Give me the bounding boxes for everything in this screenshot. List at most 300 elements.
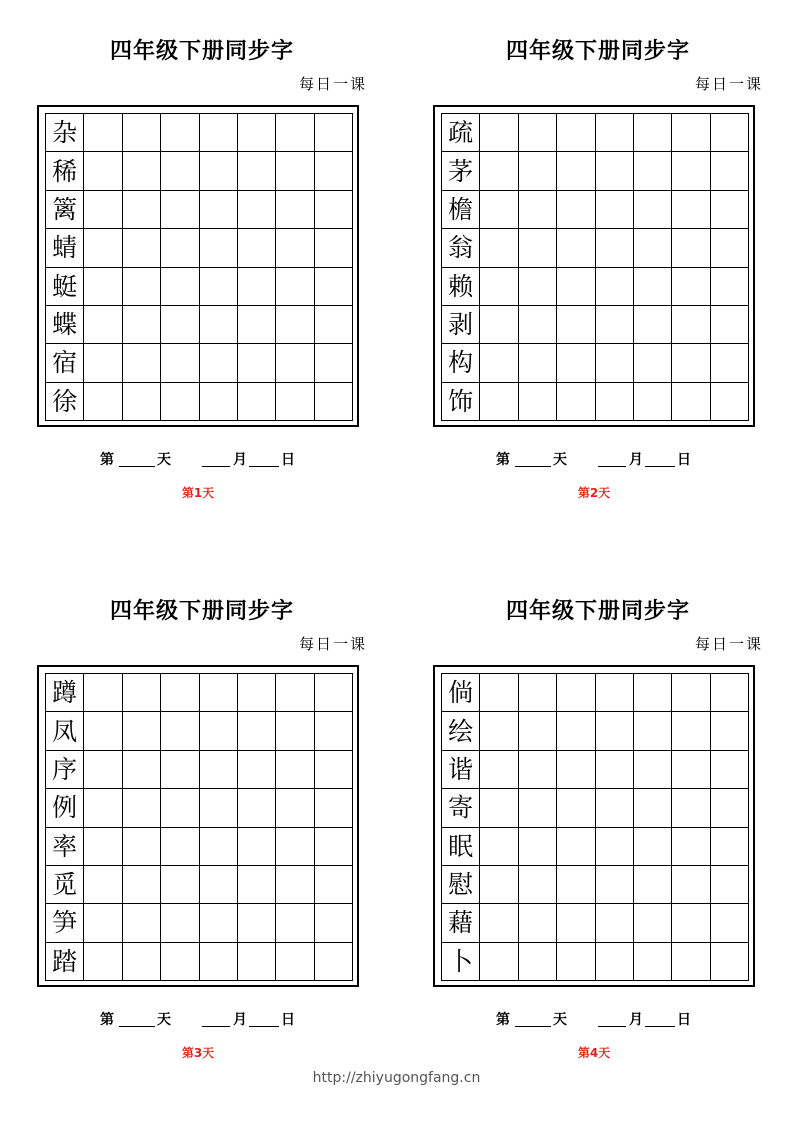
practice-cell xyxy=(519,789,557,827)
practice-cell xyxy=(596,712,634,750)
practice-cell xyxy=(519,152,557,190)
model-character: 疏 xyxy=(442,114,480,152)
practice-cell xyxy=(315,383,353,421)
practice-cell xyxy=(480,674,518,712)
practice-cell xyxy=(161,674,199,712)
practice-cell xyxy=(200,751,238,789)
fill-in-blank[interactable] xyxy=(645,466,675,467)
model-character: 篱 xyxy=(46,191,84,229)
practice-cell xyxy=(161,114,199,152)
date-line xyxy=(37,1009,359,1029)
fill-in-blank[interactable] xyxy=(249,466,279,467)
practice-cell xyxy=(161,712,199,750)
practice-cell xyxy=(557,904,595,942)
writing-grid-frame xyxy=(433,105,755,427)
practice-cell xyxy=(161,751,199,789)
practice-cell xyxy=(200,904,238,942)
practice-cell xyxy=(123,268,161,306)
practice-cell xyxy=(84,191,122,229)
fill-in-blank[interactable] xyxy=(202,1026,230,1027)
model-character: 檐 xyxy=(442,191,480,229)
date-label-di: 第 xyxy=(100,1012,114,1028)
practice-cell xyxy=(519,191,557,229)
model-character: 眠 xyxy=(442,828,480,866)
practice-cell xyxy=(711,828,749,866)
practice-cell xyxy=(480,191,518,229)
practice-cell xyxy=(276,229,314,267)
fill-in-blank[interactable] xyxy=(119,1026,155,1027)
practice-cell xyxy=(634,828,672,866)
practice-cell xyxy=(711,344,749,382)
practice-cell xyxy=(200,229,238,267)
practice-cell xyxy=(634,712,672,750)
practice-cell xyxy=(315,268,353,306)
model-character: 绘 xyxy=(442,712,480,750)
practice-cell xyxy=(238,152,276,190)
practice-cell xyxy=(519,943,557,981)
practice-cell xyxy=(315,828,353,866)
date-label-ri: 日 xyxy=(281,1012,295,1028)
practice-cell xyxy=(557,866,595,904)
practice-cell xyxy=(672,866,710,904)
model-character: 饰 xyxy=(442,383,480,421)
practice-cell xyxy=(84,866,122,904)
writing-grid xyxy=(45,113,353,421)
practice-cell xyxy=(480,789,518,827)
practice-cell xyxy=(238,383,276,421)
practice-cell xyxy=(634,789,672,827)
practice-cell xyxy=(315,674,353,712)
fill-in-blank[interactable] xyxy=(645,1026,675,1027)
practice-cell xyxy=(519,229,557,267)
practice-cell xyxy=(519,904,557,942)
practice-cell xyxy=(200,383,238,421)
practice-cell xyxy=(161,789,199,827)
practice-cell xyxy=(519,712,557,750)
practice-cell xyxy=(480,943,518,981)
fill-in-blank[interactable] xyxy=(202,466,230,467)
date-label-yue: 月 xyxy=(233,1012,247,1028)
practice-cell xyxy=(711,191,749,229)
practice-cell xyxy=(238,828,276,866)
practice-cell xyxy=(123,306,161,344)
practice-cell xyxy=(711,268,749,306)
practice-cell xyxy=(596,674,634,712)
model-character: 笋 xyxy=(46,904,84,942)
model-character: 蜻 xyxy=(46,229,84,267)
practice-cell xyxy=(84,904,122,942)
date-label-di: 第 xyxy=(496,452,510,468)
practice-cell xyxy=(557,789,595,827)
practice-cell xyxy=(276,191,314,229)
practice-cell xyxy=(276,306,314,344)
date-label-ri: 日 xyxy=(677,1012,691,1028)
practice-cell xyxy=(557,344,595,382)
practice-cell xyxy=(711,943,749,981)
practice-cell xyxy=(480,866,518,904)
practice-cell xyxy=(672,229,710,267)
practice-cell xyxy=(557,943,595,981)
practice-cell xyxy=(634,866,672,904)
practice-cell xyxy=(123,751,161,789)
date-line xyxy=(433,449,755,469)
practice-cell xyxy=(276,904,314,942)
practice-cell xyxy=(596,383,634,421)
practice-cell xyxy=(672,306,710,344)
model-character: 稀 xyxy=(46,152,84,190)
fill-in-blank[interactable] xyxy=(119,466,155,467)
date-line xyxy=(433,1009,755,1029)
model-character: 蝶 xyxy=(46,306,84,344)
practice-cell xyxy=(315,114,353,152)
practice-cell xyxy=(238,866,276,904)
practice-cell xyxy=(123,114,161,152)
practice-cell xyxy=(123,674,161,712)
practice-cell xyxy=(315,904,353,942)
practice-cell xyxy=(672,828,710,866)
card-subtitle: 每日一课 xyxy=(694,635,763,653)
practice-cell xyxy=(672,344,710,382)
practice-cell xyxy=(200,306,238,344)
practice-cell xyxy=(315,191,353,229)
practice-cell xyxy=(123,904,161,942)
practice-cell xyxy=(672,751,710,789)
practice-cell xyxy=(238,191,276,229)
model-character: 卜 xyxy=(442,943,480,981)
model-character: 蜓 xyxy=(46,268,84,306)
card-title: 四年级下册同步字 xyxy=(505,598,690,624)
card-title: 四年级下册同步字 xyxy=(109,598,294,624)
practice-cell xyxy=(557,114,595,152)
practice-cell xyxy=(200,828,238,866)
model-character: 例 xyxy=(46,789,84,827)
fill-in-blank[interactable] xyxy=(249,1026,279,1027)
writing-grid-frame xyxy=(433,665,755,987)
practice-cell xyxy=(200,114,238,152)
practice-cell xyxy=(596,191,634,229)
practice-cell xyxy=(161,943,199,981)
practice-cell xyxy=(315,751,353,789)
practice-cell xyxy=(238,712,276,750)
day-tag: 第4天 xyxy=(577,1046,611,1060)
practice-cell xyxy=(557,152,595,190)
practice-cell xyxy=(276,344,314,382)
practice-cell xyxy=(596,904,634,942)
practice-cell xyxy=(84,344,122,382)
practice-cell xyxy=(276,383,314,421)
model-character: 序 xyxy=(46,751,84,789)
practice-cell xyxy=(634,751,672,789)
practice-cell xyxy=(315,943,353,981)
practice-cell xyxy=(634,152,672,190)
writing-grid xyxy=(441,673,749,981)
model-character: 藉 xyxy=(442,904,480,942)
writing-grid-frame xyxy=(37,105,359,427)
practice-cell xyxy=(711,229,749,267)
practice-cell xyxy=(672,191,710,229)
practice-cell xyxy=(672,383,710,421)
practice-cell xyxy=(315,866,353,904)
practice-cell xyxy=(711,789,749,827)
practice-cell xyxy=(711,383,749,421)
practice-cell xyxy=(238,751,276,789)
practice-cell xyxy=(480,828,518,866)
practice-cell xyxy=(276,712,314,750)
practice-cell xyxy=(84,268,122,306)
practice-cell xyxy=(596,751,634,789)
practice-cell xyxy=(557,229,595,267)
date-line xyxy=(37,449,359,469)
day-tag: 第2天 xyxy=(577,486,611,500)
practice-cell xyxy=(711,751,749,789)
practice-cell xyxy=(276,674,314,712)
practice-cell xyxy=(238,229,276,267)
date-label-tian: 天 xyxy=(157,452,171,468)
practice-cell xyxy=(596,152,634,190)
practice-cell xyxy=(672,152,710,190)
date-label-ri: 日 xyxy=(281,452,295,468)
practice-cell xyxy=(315,789,353,827)
practice-card xyxy=(433,560,763,1060)
practice-cell xyxy=(315,229,353,267)
practice-cell xyxy=(315,344,353,382)
practice-cell xyxy=(161,306,199,344)
practice-cell xyxy=(596,114,634,152)
date-label-di: 第 xyxy=(496,1012,510,1028)
date-label-ri: 日 xyxy=(677,452,691,468)
practice-cell xyxy=(161,383,199,421)
practice-cell xyxy=(480,712,518,750)
practice-cell xyxy=(711,114,749,152)
practice-cell xyxy=(519,383,557,421)
practice-cell xyxy=(634,229,672,267)
practice-cell xyxy=(634,344,672,382)
date-label-yue: 月 xyxy=(233,452,247,468)
practice-cell xyxy=(711,674,749,712)
model-character: 蹲 xyxy=(46,674,84,712)
card-title: 四年级下册同步字 xyxy=(505,38,690,64)
practice-cell xyxy=(480,268,518,306)
practice-cell xyxy=(519,751,557,789)
practice-card xyxy=(37,560,367,1060)
model-character: 构 xyxy=(442,344,480,382)
practice-cell xyxy=(672,712,710,750)
practice-card xyxy=(37,0,367,500)
practice-cell xyxy=(84,751,122,789)
practice-cell xyxy=(711,152,749,190)
practice-cell xyxy=(634,191,672,229)
practice-cell xyxy=(315,152,353,190)
fill-in-blank[interactable] xyxy=(598,1026,626,1027)
practice-cell xyxy=(84,114,122,152)
practice-cell xyxy=(519,344,557,382)
practice-cell xyxy=(276,268,314,306)
practice-cell xyxy=(634,268,672,306)
practice-cell xyxy=(596,828,634,866)
practice-cell xyxy=(672,268,710,306)
practice-cell xyxy=(200,674,238,712)
practice-cell xyxy=(238,789,276,827)
practice-cell xyxy=(480,114,518,152)
card-title: 四年级下册同步字 xyxy=(109,38,294,64)
model-character: 倘 xyxy=(442,674,480,712)
fill-in-blank[interactable] xyxy=(515,466,551,467)
practice-cell xyxy=(84,828,122,866)
practice-cell xyxy=(480,152,518,190)
practice-cell xyxy=(276,866,314,904)
practice-cell xyxy=(711,866,749,904)
practice-cell xyxy=(84,306,122,344)
practice-cell xyxy=(480,904,518,942)
practice-cell xyxy=(480,306,518,344)
practice-cell xyxy=(84,674,122,712)
practice-cell xyxy=(596,344,634,382)
practice-cell xyxy=(634,383,672,421)
date-label-tian: 天 xyxy=(553,1012,567,1028)
model-character: 宿 xyxy=(46,344,84,382)
practice-cell xyxy=(672,943,710,981)
practice-cell xyxy=(200,152,238,190)
practice-cell xyxy=(557,383,595,421)
practice-cell xyxy=(161,828,199,866)
practice-cell xyxy=(238,943,276,981)
fill-in-blank[interactable] xyxy=(598,466,626,467)
practice-cell xyxy=(557,751,595,789)
practice-cell xyxy=(84,789,122,827)
practice-cell xyxy=(84,712,122,750)
practice-cell xyxy=(596,866,634,904)
practice-cell xyxy=(238,344,276,382)
practice-cell xyxy=(123,383,161,421)
practice-cell xyxy=(84,152,122,190)
day-tag: 第3天 xyxy=(181,1046,215,1060)
model-character: 徐 xyxy=(46,383,84,421)
date-label-yue: 月 xyxy=(629,452,643,468)
card-subtitle: 每日一课 xyxy=(298,75,367,93)
model-character: 觅 xyxy=(46,866,84,904)
practice-cell xyxy=(238,268,276,306)
practice-cell xyxy=(596,789,634,827)
practice-cell xyxy=(596,943,634,981)
practice-cell xyxy=(276,943,314,981)
model-character: 剥 xyxy=(442,306,480,344)
practice-cell xyxy=(557,191,595,229)
model-character: 寄 xyxy=(442,789,480,827)
practice-cell xyxy=(123,943,161,981)
practice-cell xyxy=(634,904,672,942)
practice-cell xyxy=(634,674,672,712)
practice-cell xyxy=(276,789,314,827)
date-label-di: 第 xyxy=(100,452,114,468)
practice-cell xyxy=(161,866,199,904)
practice-cell xyxy=(123,828,161,866)
practice-cell xyxy=(519,828,557,866)
practice-cell xyxy=(200,943,238,981)
practice-cell xyxy=(200,866,238,904)
date-label-tian: 天 xyxy=(553,452,567,468)
model-character: 率 xyxy=(46,828,84,866)
practice-cell xyxy=(672,789,710,827)
practice-cell xyxy=(200,268,238,306)
model-character: 慰 xyxy=(442,866,480,904)
practice-cell xyxy=(161,268,199,306)
practice-cell xyxy=(161,344,199,382)
practice-cell xyxy=(596,306,634,344)
practice-cell xyxy=(276,152,314,190)
practice-cell xyxy=(276,114,314,152)
practice-cell xyxy=(711,904,749,942)
practice-cell xyxy=(519,306,557,344)
practice-cell xyxy=(596,229,634,267)
practice-cell xyxy=(84,229,122,267)
practice-cell xyxy=(557,268,595,306)
practice-cell xyxy=(519,674,557,712)
practice-cell xyxy=(711,712,749,750)
model-character: 杂 xyxy=(46,114,84,152)
practice-cell xyxy=(200,191,238,229)
practice-cell xyxy=(123,344,161,382)
practice-cell xyxy=(480,344,518,382)
practice-cell xyxy=(123,191,161,229)
practice-cell xyxy=(672,904,710,942)
practice-cell xyxy=(634,114,672,152)
practice-cell xyxy=(672,114,710,152)
practice-cell xyxy=(161,152,199,190)
practice-cell xyxy=(84,943,122,981)
practice-cell xyxy=(123,712,161,750)
practice-cell xyxy=(238,904,276,942)
card-subtitle: 每日一课 xyxy=(298,635,367,653)
practice-cell xyxy=(200,789,238,827)
date-label-yue: 月 xyxy=(629,1012,643,1028)
model-character: 踏 xyxy=(46,943,84,981)
practice-cell xyxy=(161,229,199,267)
model-character: 茅 xyxy=(442,152,480,190)
model-character: 赖 xyxy=(442,268,480,306)
practice-cell xyxy=(123,152,161,190)
practice-cell xyxy=(276,751,314,789)
practice-cell xyxy=(161,904,199,942)
practice-cell xyxy=(519,114,557,152)
model-character: 凤 xyxy=(46,712,84,750)
practice-cell xyxy=(123,229,161,267)
practice-cell xyxy=(200,712,238,750)
practice-cell xyxy=(596,268,634,306)
practice-cell xyxy=(123,866,161,904)
practice-cell xyxy=(238,306,276,344)
fill-in-blank[interactable] xyxy=(515,1026,551,1027)
practice-cell xyxy=(315,712,353,750)
practice-cell xyxy=(480,383,518,421)
practice-cell xyxy=(634,306,672,344)
practice-cell xyxy=(519,866,557,904)
practice-cell xyxy=(557,674,595,712)
practice-cell xyxy=(161,191,199,229)
practice-cell xyxy=(480,751,518,789)
practice-cell xyxy=(672,674,710,712)
card-subtitle: 每日一课 xyxy=(694,75,763,93)
practice-cell xyxy=(238,674,276,712)
practice-card xyxy=(433,0,763,500)
practice-cell xyxy=(711,306,749,344)
practice-cell xyxy=(123,789,161,827)
model-character: 谐 xyxy=(442,751,480,789)
date-label-tian: 天 xyxy=(157,1012,171,1028)
writing-grid xyxy=(45,673,353,981)
practice-cell xyxy=(480,229,518,267)
practice-cell xyxy=(557,306,595,344)
model-character: 翁 xyxy=(442,229,480,267)
